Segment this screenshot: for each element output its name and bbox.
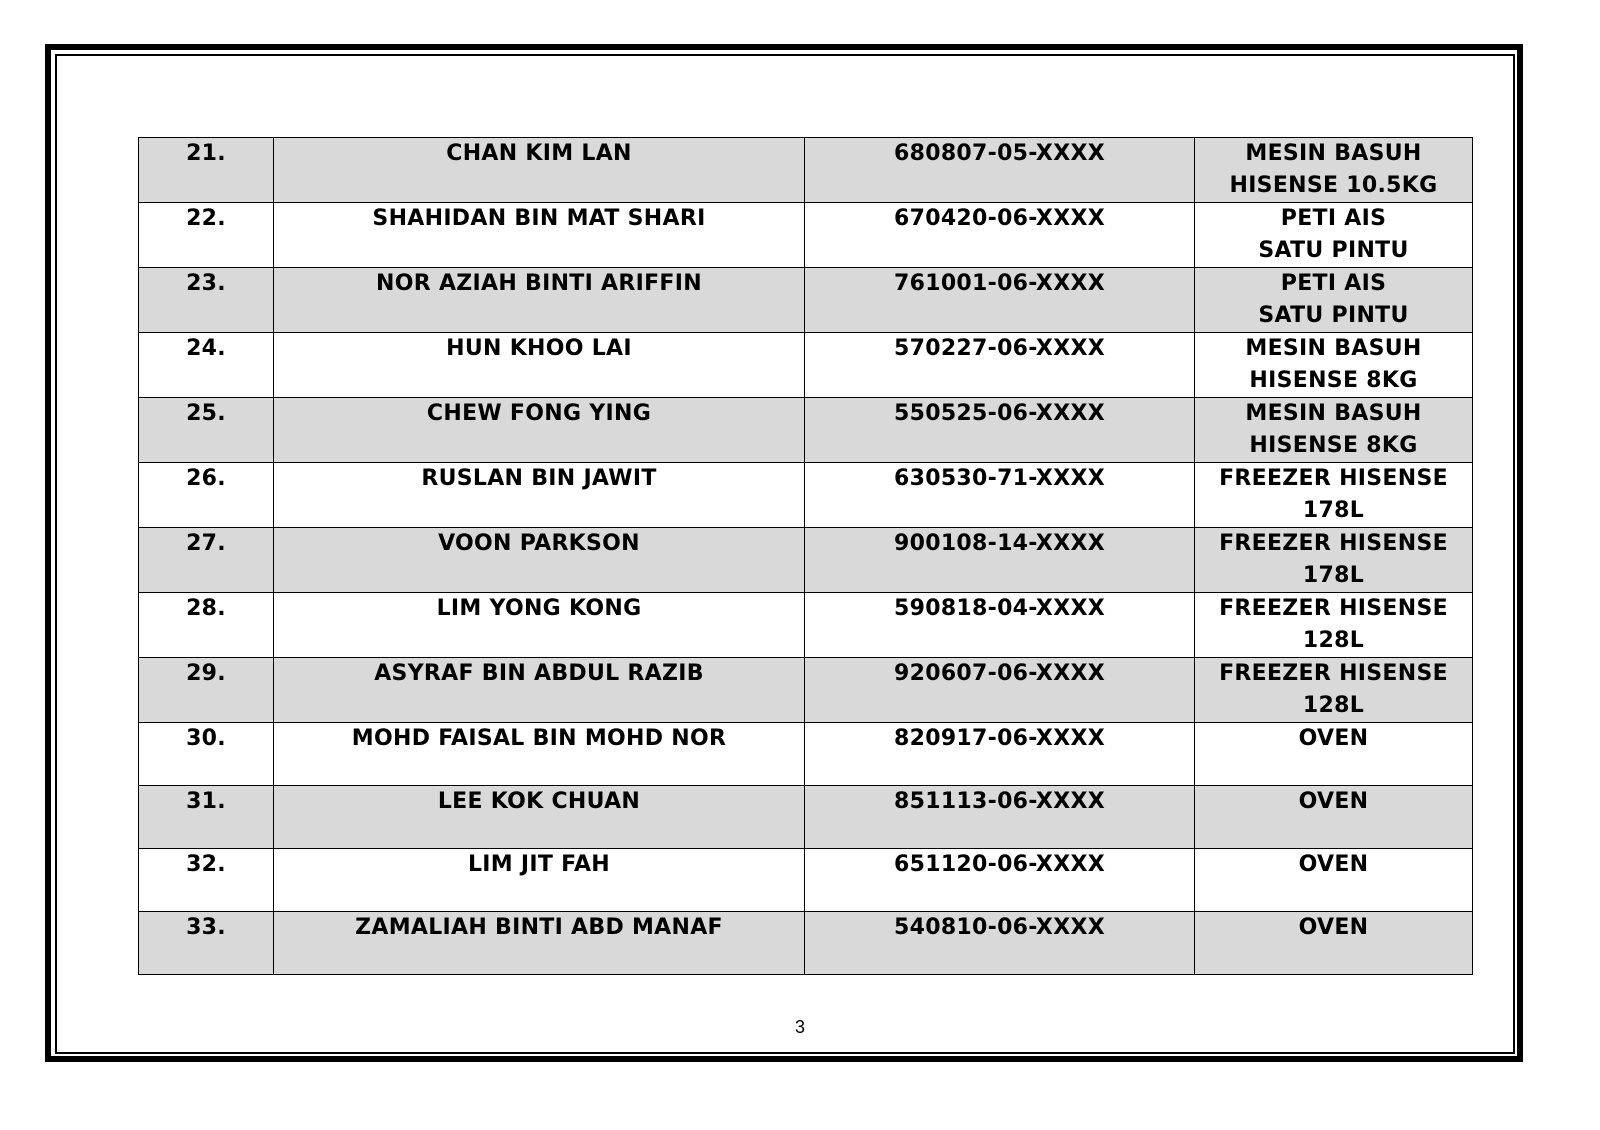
prize-line: HISENSE 8KG bbox=[1249, 433, 1418, 458]
prize-line: OVEN bbox=[1298, 726, 1369, 751]
table-row bbox=[139, 463, 1473, 528]
row-number-cell: 33. bbox=[139, 912, 274, 975]
prize-line: SATU PINTU bbox=[1258, 238, 1409, 263]
prize-cell bbox=[1195, 268, 1473, 333]
prize-line: FREEZER HISENSE bbox=[1219, 596, 1448, 621]
name-cell: CHAN KIM LAN bbox=[274, 138, 805, 203]
prize-line: PETI AIS bbox=[1280, 271, 1387, 296]
table-row bbox=[139, 528, 1473, 593]
prize-line: MESIN BASUH bbox=[1245, 401, 1422, 426]
prize-line: MESIN BASUH bbox=[1245, 141, 1422, 166]
name-cell: MOHD FAISAL BIN MOHD NOR bbox=[274, 723, 805, 786]
name-cell: LEE KOK CHUAN bbox=[274, 786, 805, 849]
table-row bbox=[139, 268, 1473, 333]
prize-cell bbox=[1195, 203, 1473, 268]
table-row bbox=[139, 398, 1473, 463]
name-cell: NOR AZIAH BINTI ARIFFIN bbox=[274, 268, 805, 333]
prize-line: OVEN bbox=[1298, 852, 1369, 877]
ic-number-cell: 550525-06-XXXX bbox=[805, 398, 1195, 463]
winners-table-body bbox=[139, 138, 1473, 975]
prize-line: FREEZER HISENSE bbox=[1219, 466, 1448, 491]
row-number-cell: 31. bbox=[139, 786, 274, 849]
name-cell: CHEW FONG YING bbox=[274, 398, 805, 463]
prize-cell bbox=[1195, 593, 1473, 658]
prize-line: 128L bbox=[1302, 628, 1365, 653]
row-number-cell: 28. bbox=[139, 593, 274, 658]
ic-number-cell: 651120-06-XXXX bbox=[805, 849, 1195, 912]
ic-number-cell: 540810-06-XXXX bbox=[805, 912, 1195, 975]
row-number-cell: 30. bbox=[139, 723, 274, 786]
name-cell: VOON PARKSON bbox=[274, 528, 805, 593]
prize-line: OVEN bbox=[1298, 789, 1369, 814]
ic-number-cell: 680807-05-XXXX bbox=[805, 138, 1195, 203]
prize-cell bbox=[1195, 333, 1473, 398]
table-row bbox=[139, 593, 1473, 658]
ic-number-cell: 851113-06-XXXX bbox=[805, 786, 1195, 849]
ic-number-cell: 761001-06-XXXX bbox=[805, 268, 1195, 333]
row-number-cell: 26. bbox=[139, 463, 274, 528]
row-number-cell: 23. bbox=[139, 268, 274, 333]
row-number-cell: 29. bbox=[139, 658, 274, 723]
prize-cell bbox=[1195, 463, 1473, 528]
row-number-cell: 27. bbox=[139, 528, 274, 593]
prize-line: 178L bbox=[1302, 498, 1365, 523]
name-cell: ZAMALIAH BINTI ABD MANAF bbox=[274, 912, 805, 975]
table-row bbox=[139, 138, 1473, 203]
prize-cell bbox=[1195, 138, 1473, 203]
ic-number-cell: 670420-06-XXXX bbox=[805, 203, 1195, 268]
ic-number-cell: 630530-71-XXXX bbox=[805, 463, 1195, 528]
name-cell: LIM JIT FAH bbox=[274, 849, 805, 912]
ic-number-cell: 570227-06-XXXX bbox=[805, 333, 1195, 398]
ic-number-cell: 820917-06-XXXX bbox=[805, 723, 1195, 786]
prize-line: SATU PINTU bbox=[1258, 303, 1409, 328]
ic-number-cell: 920607-06-XXXX bbox=[805, 658, 1195, 723]
prize-line: MESIN BASUH bbox=[1245, 336, 1422, 361]
table-row bbox=[139, 849, 1473, 912]
prize-line: FREEZER HISENSE bbox=[1219, 661, 1448, 686]
prize-line: 128L bbox=[1302, 693, 1365, 718]
page-number: 3 bbox=[794, 1017, 805, 1037]
table-row bbox=[139, 203, 1473, 268]
table-row bbox=[139, 786, 1473, 849]
prize-cell bbox=[1195, 912, 1473, 975]
prize-line: PETI AIS bbox=[1280, 206, 1387, 231]
name-cell: LIM YONG KONG bbox=[274, 593, 805, 658]
row-number-cell: 22. bbox=[139, 203, 274, 268]
prize-line: HISENSE 10.5KG bbox=[1229, 173, 1438, 198]
prize-line: FREEZER HISENSE bbox=[1219, 531, 1448, 556]
winners-table bbox=[138, 137, 1473, 975]
table-row bbox=[139, 658, 1473, 723]
row-number-cell: 25. bbox=[139, 398, 274, 463]
name-cell: SHAHIDAN BIN MAT SHARI bbox=[274, 203, 805, 268]
name-cell: RUSLAN BIN JAWIT bbox=[274, 463, 805, 528]
prize-cell bbox=[1195, 849, 1473, 912]
prize-line: 178L bbox=[1302, 563, 1365, 588]
table-row bbox=[139, 333, 1473, 398]
prize-cell bbox=[1195, 398, 1473, 463]
prize-cell bbox=[1195, 528, 1473, 593]
table-row bbox=[139, 912, 1473, 975]
ic-number-cell: 900108-14-XXXX bbox=[805, 528, 1195, 593]
row-number-cell: 21. bbox=[139, 138, 274, 203]
name-cell: HUN KHOO LAI bbox=[274, 333, 805, 398]
row-number-cell: 32. bbox=[139, 849, 274, 912]
name-cell: ASYRAF BIN ABDUL RAZIB bbox=[274, 658, 805, 723]
row-number-cell: 24. bbox=[139, 333, 274, 398]
prize-cell bbox=[1195, 786, 1473, 849]
prize-cell bbox=[1195, 658, 1473, 723]
prize-cell bbox=[1195, 723, 1473, 786]
table-row bbox=[139, 723, 1473, 786]
prize-line: HISENSE 8KG bbox=[1249, 368, 1418, 393]
ic-number-cell: 590818-04-XXXX bbox=[805, 593, 1195, 658]
prize-line: OVEN bbox=[1298, 915, 1369, 940]
